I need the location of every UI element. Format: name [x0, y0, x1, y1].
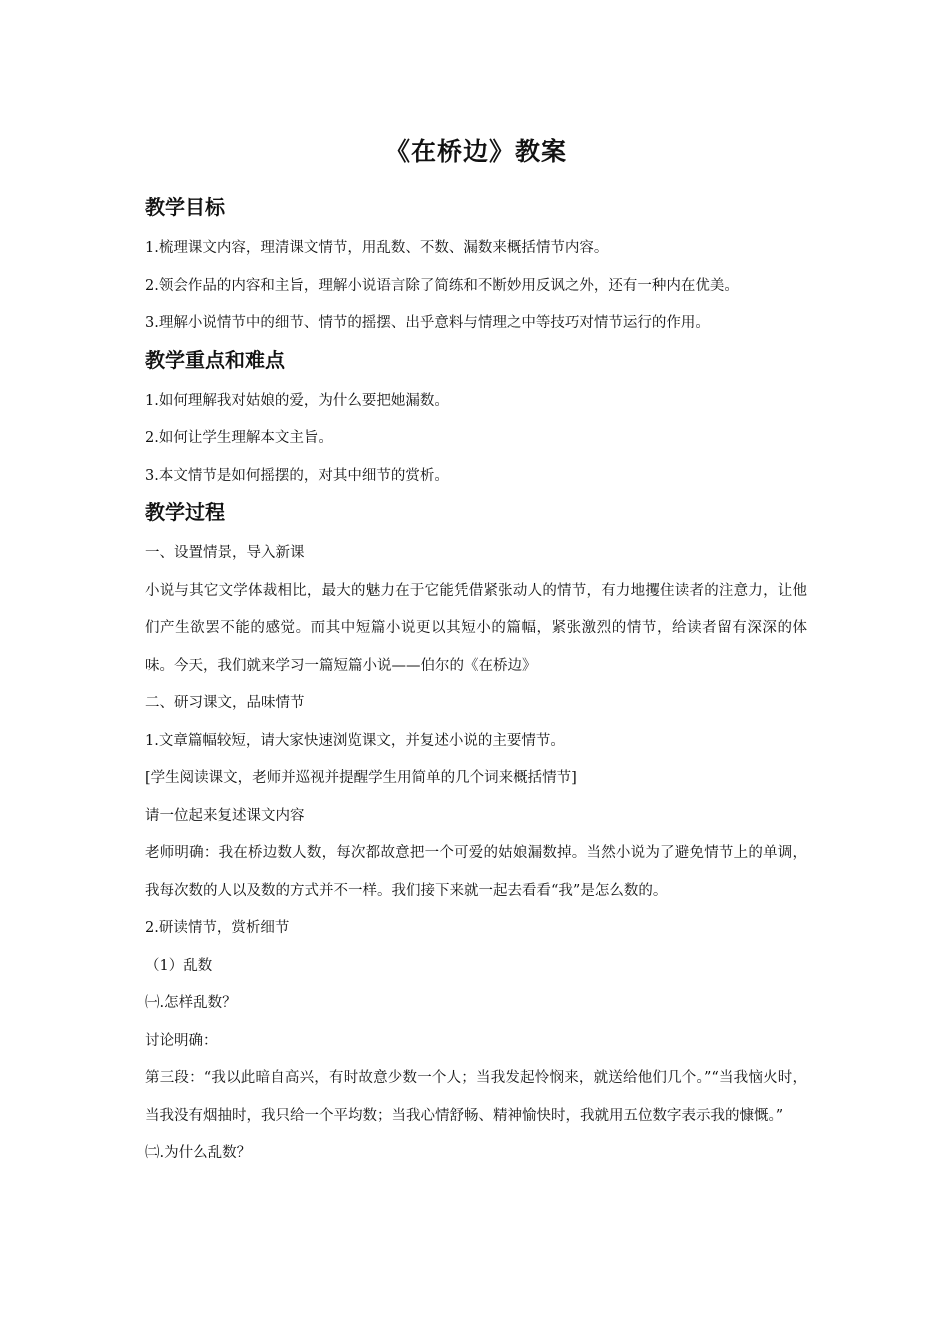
process-retell-line: 请一位起来复述课文内容 [145, 807, 305, 824]
process-discussion-label: 讨论明确： [145, 1032, 218, 1049]
process-intro-paragraph: 小说与其它文学体裁相比，最大的魅力在于它能凭借紧张动人的情节，有力地攫住读者的注意力，让他们产生欲罢不能的感觉。而其中短篇小说更以其短小的篇幅，紧张激烈的情节，给读者留有深深的体味。今天，我们就来学习一篇短篇小说——伯尔的《在桥边》 [145, 582, 807, 674]
goal-item-3: 3.理解小说情节中的细节、情节的摇摆、出乎意料与情理之中等技巧对情节运行的作用。 [145, 315, 710, 331]
section-keypoints [145, 343, 807, 496]
keypoint-item-1: 1.如何理解我对姑娘的爱，为什么要把她漏数。 [145, 392, 449, 409]
section-process [145, 495, 807, 1173]
process-step-heading-2: 二、研习课文，品味情节 [145, 695, 305, 711]
process-subheading-1: （1）乱数 [145, 957, 213, 974]
goal-item-1: 1.梳理课文内容，理清课文情节，用乱数、不数、漏数来概括情节内容。 [145, 240, 609, 256]
process-question-2: ㈡.为什么乱数？ [145, 1145, 252, 1161]
process-teacher-note: [学生阅读课文，老师并巡视并提醒学生用简单的几个词来概括情节] [145, 770, 577, 786]
process-task-2: 2.研读情节，赏析细节 [145, 920, 290, 936]
keypoint-item-3: 3.本文情节是如何摇摆的，对其中细节的赏析。 [145, 467, 449, 484]
process-quote-paragraph: 第三段：“我以此暗自高兴，有时故意少数一个人；当我发起怜悯来，就送给他们几个。”“当我恼火时，当我没有烟抽时，我只给一个平均数；当我心情舒畅、精神愉快时，我就用五位数字表示我的慷慨。” [145, 1070, 807, 1124]
section-goals [145, 190, 807, 343]
process-question-1: ㈠.怎样乱数？ [145, 995, 237, 1011]
keypoint-item-2: 2.如何让学生理解本文主旨。 [145, 430, 333, 446]
process-teacher-summary: 老师明确：我在桥边数人数，每次都故意把一个可爱的姑娘漏数掉。当然小说为了避免情节上的单调，我每次数的人以及数的方式并不一样。我们接下来就一起去看看“我”是怎么数的。 [145, 845, 807, 899]
section-heading-goals: 教学目标 [145, 195, 225, 219]
goal-item-2: 2.领会作品的内容和主旨，理解小说语言除了简练和不断妙用反讽之外，还有一种内在优美。 [145, 277, 739, 294]
process-task-1: 1.文章篇幅较短，请大家快速浏览课文，并复述小说的主要情节。 [145, 732, 565, 749]
section-heading-process: 教学过程 [145, 500, 225, 524]
section-heading-keypoints: 教学重点和难点 [145, 347, 285, 372]
process-step-heading-1: 一、设置情景，导入新课 [145, 545, 305, 561]
document-title: 《在桥边》教案 [384, 137, 567, 166]
